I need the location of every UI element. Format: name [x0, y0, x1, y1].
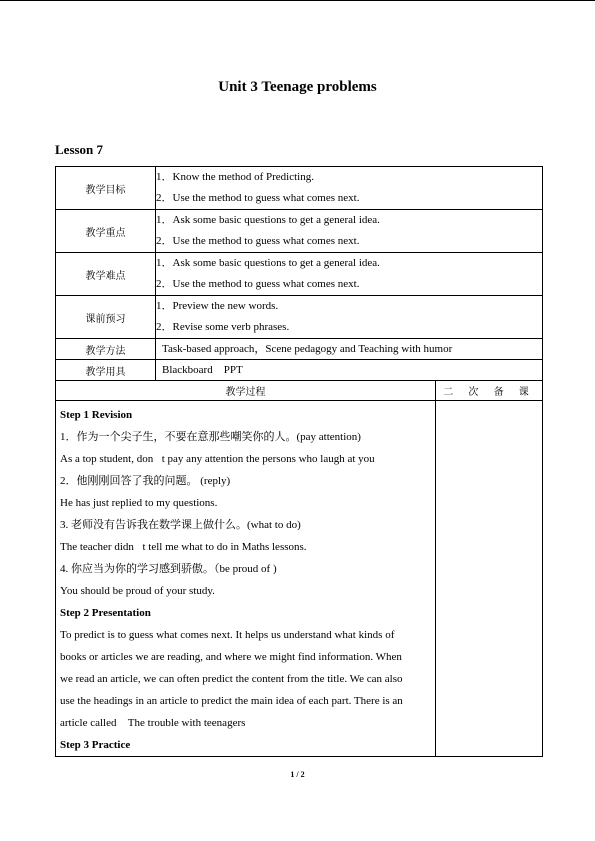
row-item: 2．Use the method to guess what comes next. — [156, 278, 360, 290]
row-label: 教学目标 — [56, 167, 156, 210]
process-line: we read an article, we can often predict the content from the title. We can also — [60, 673, 403, 685]
row-item: 1．Ask some basic questions to get a general idea. — [156, 214, 380, 226]
row-process-header — [56, 381, 543, 401]
process-line: use the headings in an article to predict the main idea of each part. There is an — [60, 695, 403, 707]
process-line: 2．他刚刚回答了我的问题。 (reply) — [60, 475, 231, 487]
process-line: As a top student, don t pay any attention the persons who laugh at you — [60, 453, 375, 465]
notes-body — [436, 401, 543, 757]
row-tools — [56, 360, 543, 381]
page-number: 1 / 2 — [290, 770, 305, 779]
row-item: 1．Know the method of Predicting. — [156, 171, 314, 183]
row-item: 2．Use the method to guess what comes next. — [156, 192, 360, 204]
row-text: Blackboard PPT — [162, 364, 243, 376]
page-title: Unit 3 Teenage problems — [218, 79, 377, 95]
row-difficulties — [56, 253, 543, 296]
process-line: He has just replied to my questions. — [60, 497, 218, 509]
process-line: 3. 老师没有告诉我在数学课上做什么。(what to do) — [60, 519, 301, 531]
row-key-points — [56, 210, 543, 253]
process-line: 4. 你应当为你的学习感到骄傲。（be proud of ) — [60, 563, 277, 575]
process-line: books or articles we are reading, and where we might find information. When — [60, 651, 402, 663]
top-rule — [0, 0, 595, 1]
process-body — [56, 401, 436, 757]
process-line: To predict is to guess what comes next. It helps us understand what kinds of — [60, 629, 395, 641]
row-label: 教学方法 — [56, 339, 156, 360]
process-line: You should be proud of your study. — [60, 585, 215, 597]
row-label: 教学难点 — [56, 253, 156, 296]
row-label: 教学用具 — [56, 360, 156, 381]
row-item: 2．Revise some verb phrases. — [156, 321, 290, 333]
row-item: 1．Ask some basic questions to get a general idea. — [156, 257, 380, 269]
lesson-heading: Lesson 7 — [55, 142, 104, 157]
row-process-body — [56, 401, 543, 757]
row-methods — [56, 339, 543, 360]
row-item: 2．Use the method to guess what comes next. — [156, 235, 360, 247]
process-line: article called  The trouble with teenagers  — [60, 717, 254, 729]
step-heading: Step 2 Presentation — [60, 607, 151, 619]
notes-header: 二 次 备 课 — [436, 381, 543, 401]
process-line: The teacher didn t tell me what to do in Maths lessons. — [60, 541, 307, 553]
row-objectives — [56, 167, 543, 210]
lesson-plan-table — [55, 166, 543, 757]
step-heading: Step 3 Practice — [60, 739, 131, 751]
row-text: Task-based approach，Scene pedagogy and Teaching with humor — [162, 343, 453, 355]
row-item: 1．Preview the new words. — [156, 300, 279, 312]
row-label: 教学重点 — [56, 210, 156, 253]
process-header: 教学过程 — [56, 381, 436, 401]
row-label: 课前预习 — [56, 296, 156, 339]
row-preview — [56, 296, 543, 339]
step-heading: Step 1 Revision — [60, 409, 133, 421]
process-line: 1．作为一个尖子生，不要在意那些嘲笑你的人。(pay attention) — [60, 431, 361, 443]
